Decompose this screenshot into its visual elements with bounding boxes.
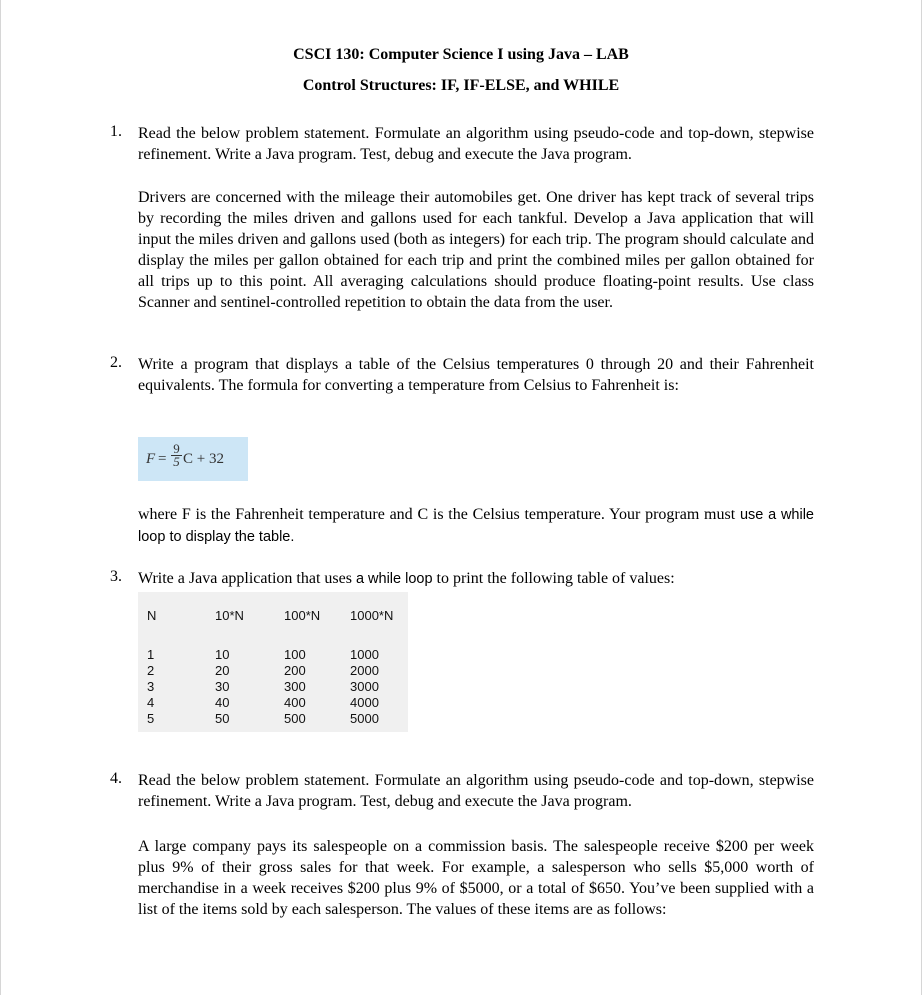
item-4-number: 4. [110, 770, 122, 787]
table-column [350, 647, 379, 727]
table-column [215, 647, 229, 727]
document-subtitle: Control Structures: IF, IF-ELSE, and WHILE [302, 77, 620, 94]
item-1-number: 1. [110, 123, 122, 140]
table-column [284, 647, 306, 727]
table-cell: 50 [215, 711, 230, 726]
table-cell: 4000 [350, 695, 379, 710]
item-4-problem: A large company pays its salespeople on a commission basis. The salespeople receive $200 per week plus 9% of their gross sales for that week. For example, a salesperson who sells $5,000 worth of merchandise in a week receives $200 plus 9% of $5000, or a total of $650. You’ve been supplied with a list of the items sold by each salesperson. The values of these items are as follows: [138, 838, 814, 918]
table-cell: 400 [284, 695, 306, 710]
item-3-instructions [138, 568, 814, 590]
item-3-text-a: Write a Java application that uses [138, 570, 356, 587]
item-1-problem: Drivers are concerned with the mileage their automobiles get. One driver has kept track of several trips by recording the miles driven and gallons used for each tankful. Develop a Java application that will input the miles driven and gallons used (both as integers) for each trip. The program should calculate and display the miles per gallon obtained for each trip and print the combined miles per gallon obtained for all trips up to this point. All averaging calculations should produce floating-point results. Use class Scanner and sentinel-controlled repetition to obtain the data from the user. [138, 189, 814, 311]
table-cell: 2000 [350, 663, 379, 678]
item-2-note-code: use a while loop to display the table. [138, 507, 814, 545]
formula-rest: C + 32 [183, 451, 224, 467]
table-cell: 100 [284, 647, 306, 662]
item-1-instructions: Read the below problem statement. Formulate an algorithm using pseudo-code and top-down, stepwise refinement. Write a Java program. Test, debug and execute the Java program. [138, 125, 814, 163]
table-cell: 5 [147, 711, 155, 726]
formula-fraction [171, 443, 182, 468]
table-cell: 5000 [350, 711, 379, 726]
item-2-note-text: where F is the Fahrenheit temperature and C is the Celsius temperature. Your program must [138, 506, 740, 523]
item-2-note [138, 504, 814, 548]
values-table [138, 592, 408, 732]
item-2-number: 2. [110, 354, 122, 371]
table-cell: 3 [147, 679, 155, 694]
formula-lhs: F [146, 451, 156, 467]
table-cell: 1 [147, 647, 155, 662]
table-cell: 10 [215, 647, 230, 662]
item-4-instructions: Read the below problem statement. Formulate an algorithm using pseudo-code and top-down, stepwise refinement. Write a Java program. Test, debug and execute the Java program. [138, 772, 814, 810]
table-cell: 20 [215, 663, 230, 678]
table-cell: 1000 [350, 647, 379, 662]
table-header: 1000*N [350, 608, 394, 623]
table-cell: 3000 [350, 679, 379, 694]
table-cell: 2 [147, 663, 155, 678]
table-header: N [147, 608, 157, 623]
table-cell: 200 [284, 663, 306, 678]
table-cell: 4 [147, 695, 155, 710]
table-cell: 30 [215, 679, 230, 694]
table-header: 100*N [284, 608, 321, 623]
table-column [147, 647, 154, 727]
fraction-numerator: 9 [173, 441, 180, 456]
table-cell: 300 [284, 679, 306, 694]
fahrenheit-formula [138, 437, 248, 481]
item-3-code: a while loop [355, 571, 433, 587]
fraction-denominator: 5 [171, 455, 182, 468]
table-cell: 40 [215, 695, 230, 710]
document-title: CSCI 130: Computer Science I using Java – LAB [293, 46, 629, 63]
table-cell: 500 [284, 711, 306, 726]
item-3-text-b: to print the following table of values: [432, 570, 675, 587]
item-3-number: 3. [110, 568, 122, 585]
item-2-instructions: Write a program that displays a table of the Celsius temperatures 0 through 20 and their Fahrenheit equivalents. The formula for converting a temperature from Celsius to Fahrenheit is: [138, 356, 814, 394]
table-header: 10*N [215, 608, 244, 623]
formula-equals: = [158, 451, 167, 467]
